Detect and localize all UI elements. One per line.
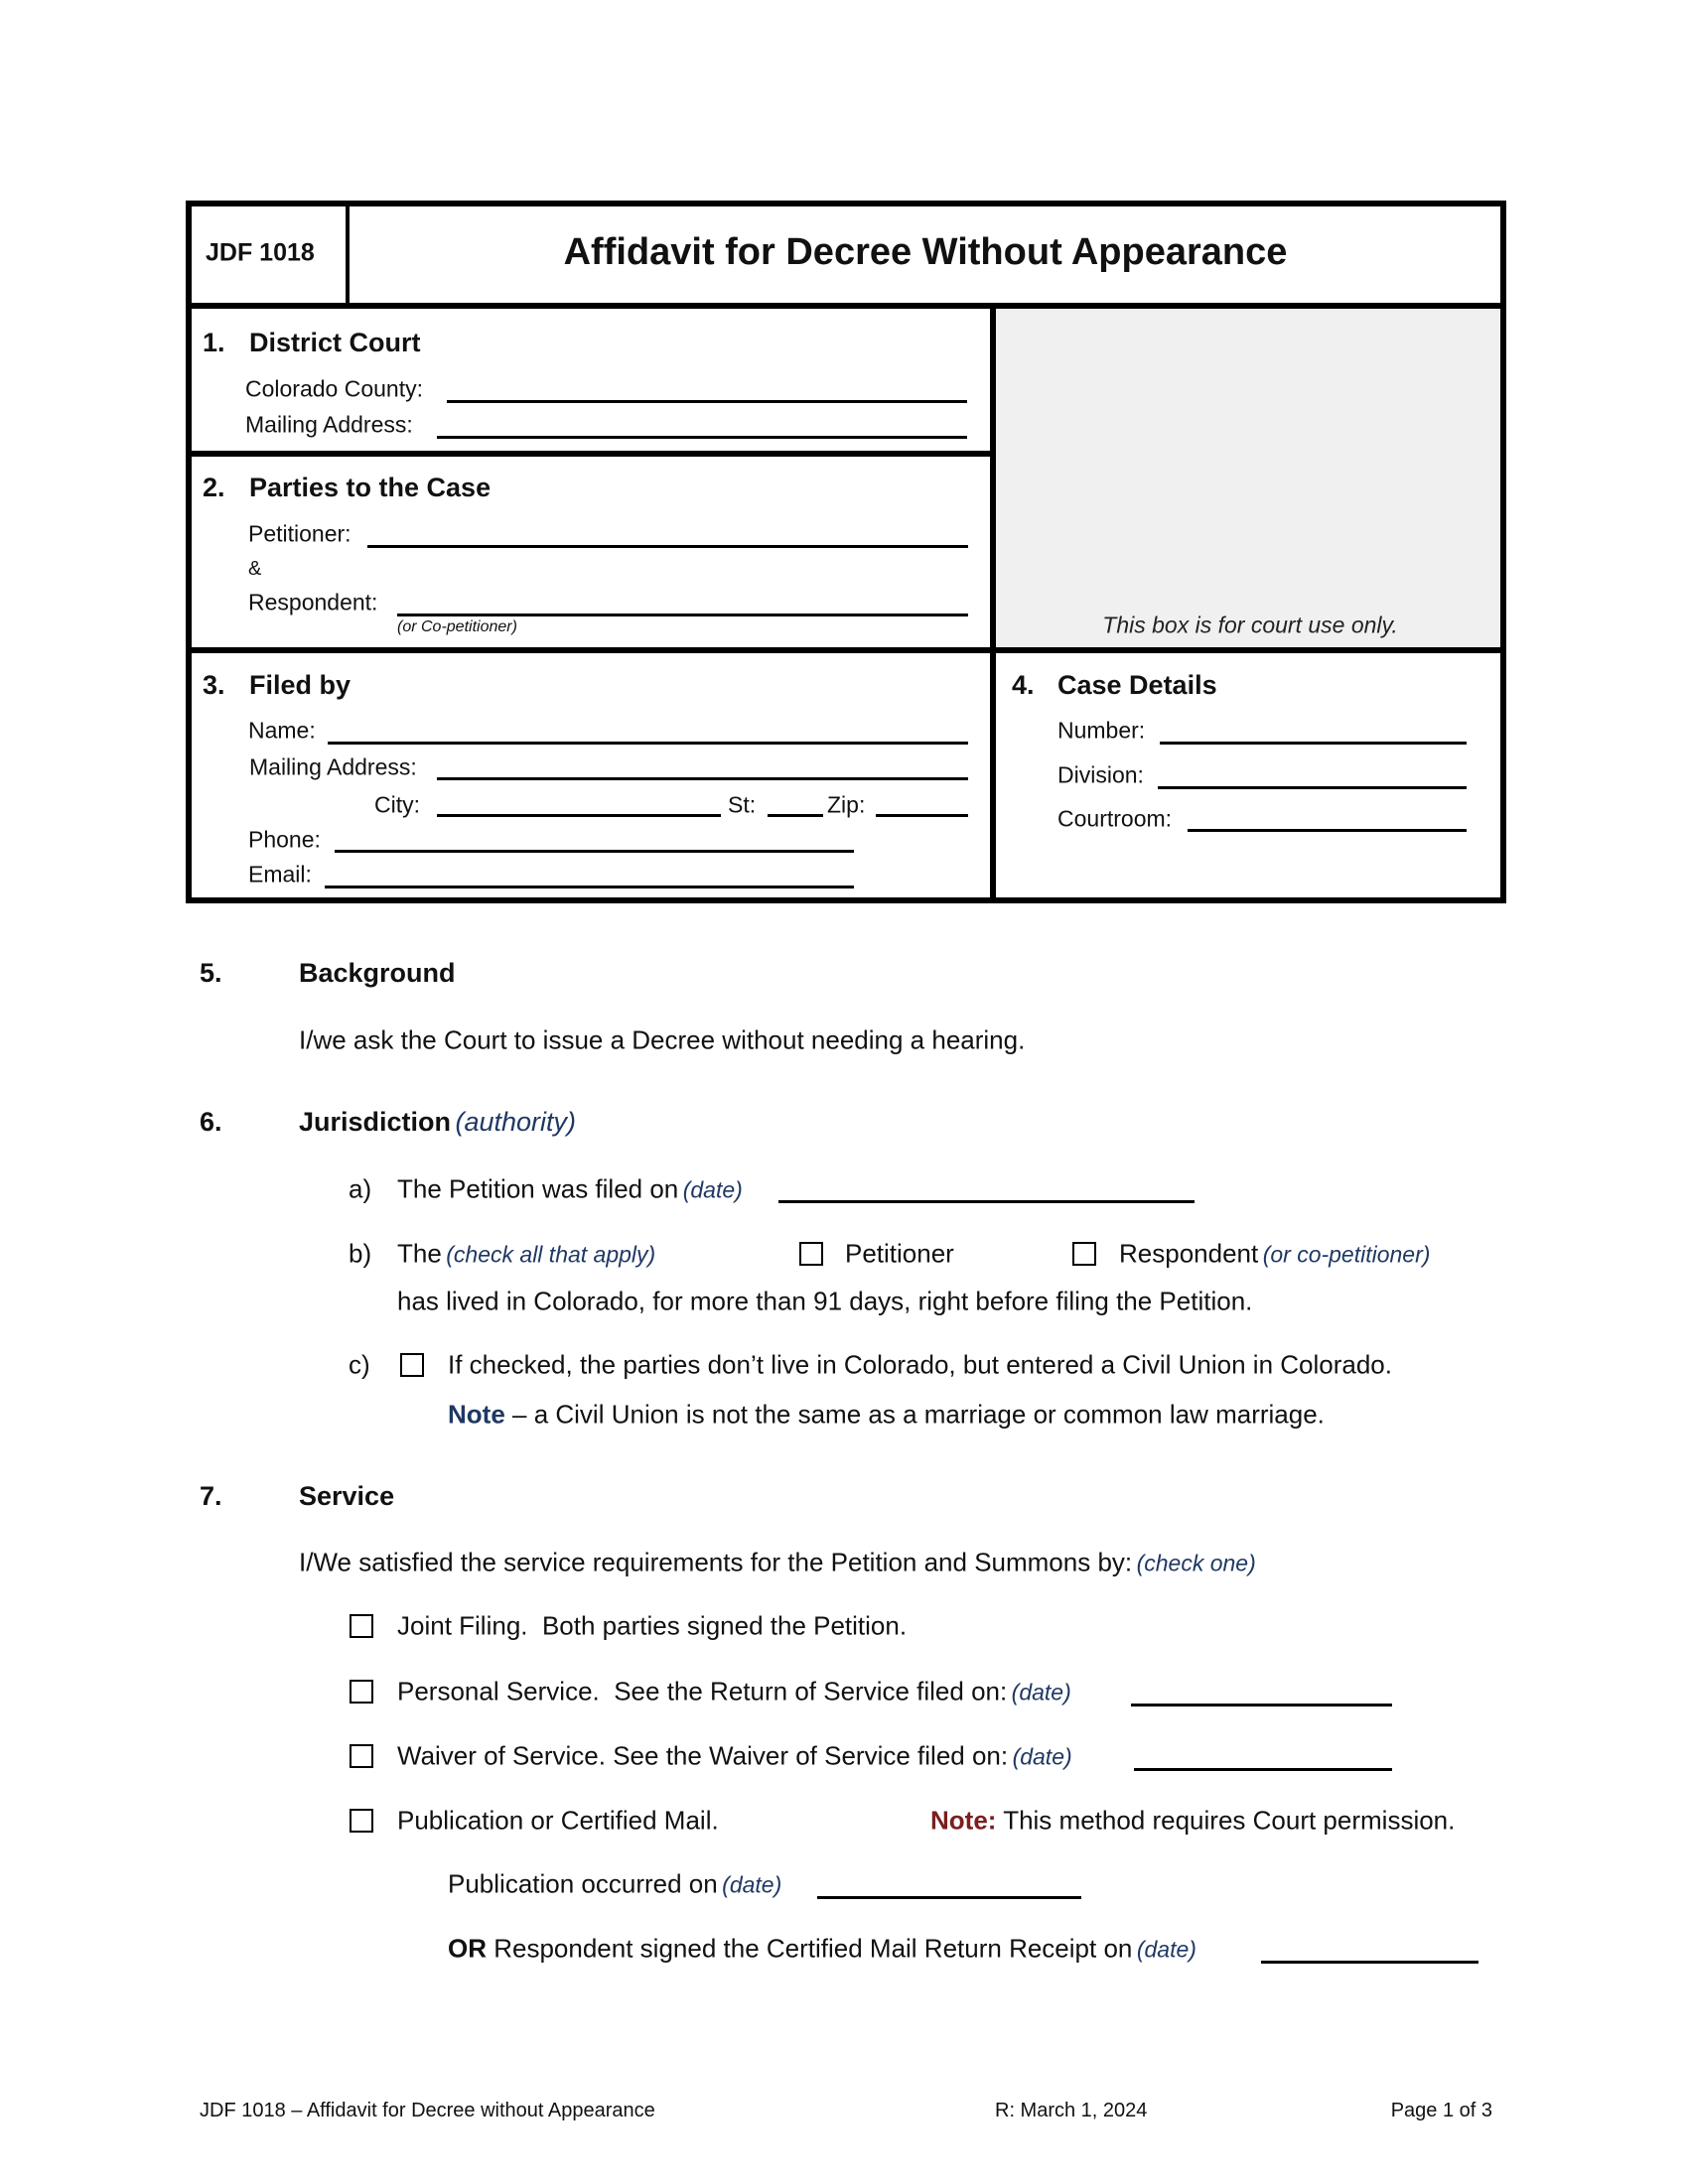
- publication-date-note: (date): [722, 1871, 782, 1898]
- state-field[interactable]: [768, 814, 823, 817]
- county-field[interactable]: [447, 400, 967, 403]
- civil-union-checkbox[interactable]: [400, 1353, 424, 1377]
- s2-title: Parties to the Case: [249, 473, 492, 503]
- division-field[interactable]: [1158, 786, 1467, 789]
- form-id-divider: [346, 201, 350, 306]
- certified-mail-label: Respondent signed the Certified Mail Return Receipt on: [487, 1933, 1133, 1964]
- s6b-text: The: [397, 1238, 442, 1269]
- s4-number: 4.: [1012, 670, 1035, 701]
- s6-heading: [299, 1108, 576, 1138]
- waiver-checkbox[interactable]: [350, 1744, 373, 1768]
- s6c-letter: c): [349, 1349, 370, 1380]
- publication-checkbox[interactable]: [350, 1809, 373, 1833]
- s1-title: District Court: [249, 328, 421, 358]
- s6-title-note: (authority): [455, 1107, 577, 1138]
- petitioner-checkbox[interactable]: [799, 1242, 823, 1266]
- waiver-row: [397, 1742, 1072, 1771]
- form-id: JDF 1018: [206, 238, 315, 267]
- s6b-continuation: has lived in Colorado, for more than 91 days, right before filing the Petition.: [397, 1286, 1253, 1316]
- petitioner-field[interactable]: [367, 545, 968, 548]
- respondent-option-label: Respondent: [1119, 1238, 1259, 1269]
- footer-form-title: JDF 1018 – Affidavit for Decree without Appearance: [200, 2100, 655, 2121]
- middle-divider: [990, 306, 996, 901]
- ampersand: &: [248, 558, 262, 580]
- s7-intro-note: (check one): [1136, 1550, 1256, 1576]
- city-label: City:: [374, 791, 420, 818]
- s6-title: Jurisdiction: [299, 1107, 452, 1138]
- publication-note-text: This method requires Court permission.: [996, 1805, 1456, 1836]
- case-number-label: Number:: [1057, 717, 1146, 744]
- court-address-field[interactable]: [437, 436, 967, 439]
- s7-intro-row: [299, 1549, 1256, 1577]
- city-field[interactable]: [437, 814, 721, 817]
- courtroom-field[interactable]: [1188, 829, 1467, 832]
- s6a-note: (date): [682, 1176, 743, 1203]
- s3-title: Filed by: [249, 670, 352, 701]
- personal-service-row: [397, 1678, 1071, 1706]
- s5-body: I/we ask the Court to issue a Decree without needing a hearing.: [299, 1024, 1026, 1055]
- petition-date-field[interactable]: [778, 1200, 1195, 1203]
- waiver-date-field[interactable]: [1134, 1768, 1392, 1771]
- s6a-text-row: [397, 1175, 743, 1204]
- zip-label: Zip:: [827, 791, 866, 818]
- or-label: OR: [448, 1933, 487, 1964]
- certified-mail-row: [448, 1935, 1196, 1964]
- name-field[interactable]: [328, 742, 968, 745]
- respondent-option-note: (or co-petitioner): [1262, 1241, 1431, 1268]
- s6-number: 6.: [200, 1107, 222, 1138]
- phone-label: Phone:: [248, 826, 321, 853]
- page-title: Affidavit for Decree Without Appearance: [563, 231, 1288, 274]
- zip-field[interactable]: [876, 814, 968, 817]
- s6c-note-label: Note: [448, 1399, 505, 1430]
- s6b-note: (check all that apply): [446, 1241, 656, 1268]
- s6a-letter: a): [349, 1173, 372, 1204]
- s3-number: 3.: [203, 670, 225, 701]
- publication-note-label: Note:: [930, 1805, 997, 1836]
- publication-date-field[interactable]: [817, 1896, 1081, 1899]
- respondent-label: Respondent:: [248, 589, 378, 615]
- s5-title: Background: [299, 958, 456, 989]
- state-label: St:: [728, 791, 757, 818]
- phone-field[interactable]: [335, 850, 854, 853]
- publication-note: [930, 1807, 1455, 1836]
- s2-number: 2.: [203, 473, 225, 503]
- email-field[interactable]: [325, 886, 854, 888]
- s6b-text-row: [397, 1240, 655, 1269]
- respondent-note: (or Co-petitioner): [397, 618, 517, 636]
- petitioner-label: Petitioner:: [248, 520, 352, 547]
- publication-date-row: [448, 1870, 781, 1899]
- footer-revision: R: March 1, 2024: [995, 2100, 1148, 2121]
- joint-filing-label: Joint Filing. Both parties signed the Petition.: [397, 1610, 908, 1641]
- personal-service-date-field[interactable]: [1131, 1704, 1392, 1706]
- personal-service-label: Personal Service. See the Return of Service filed on:: [397, 1676, 1008, 1706]
- court-address-label: Mailing Address:: [245, 411, 413, 438]
- personal-service-note: (date): [1011, 1679, 1071, 1706]
- certified-mail-date-field[interactable]: [1261, 1961, 1478, 1964]
- s6c-text: If checked, the parties don’t live in Colorado, but entered a Civil Union in Colorado.: [448, 1349, 1392, 1380]
- petitioner-option-label: Petitioner: [845, 1238, 954, 1269]
- court-use-note: This box is for court use only.: [1102, 612, 1398, 638]
- publication-date-label: Publication occurred on: [448, 1868, 718, 1899]
- s6a-text: The Petition was filed on: [397, 1173, 679, 1204]
- s6c-note-text: – a Civil Union is not the same as a marriage or common law marriage.: [504, 1399, 1325, 1430]
- s7-number: 7.: [200, 1481, 222, 1512]
- respondent-field[interactable]: [397, 614, 968, 616]
- s1-divider: [186, 451, 993, 457]
- waiver-note: (date): [1012, 1743, 1072, 1770]
- joint-filing-checkbox[interactable]: [350, 1614, 373, 1638]
- name-label: Name:: [248, 717, 316, 744]
- court-use-box: [996, 309, 1500, 649]
- s1-number: 1.: [203, 328, 225, 358]
- courtroom-label: Courtroom:: [1057, 805, 1173, 832]
- s7-title: Service: [299, 1481, 395, 1512]
- county-label: Colorado County:: [245, 375, 423, 402]
- s6c-note: [448, 1401, 1325, 1430]
- footer-page-number: Page 1 of 3: [1390, 2100, 1492, 2121]
- personal-service-checkbox[interactable]: [350, 1680, 373, 1704]
- case-number-field[interactable]: [1160, 742, 1467, 745]
- s6b-letter: b): [349, 1238, 372, 1269]
- s3-divider: [186, 647, 1506, 653]
- respondent-checkbox[interactable]: [1072, 1242, 1096, 1266]
- email-label: Email:: [248, 861, 312, 887]
- filer-address-label: Mailing Address:: [249, 753, 417, 780]
- respondent-option-row: [1119, 1240, 1430, 1269]
- s7-intro: I/We satisfied the service requirements for the Petition and Summons by:: [299, 1547, 1133, 1577]
- publication-label: Publication or Certified Mail.: [397, 1805, 719, 1836]
- filer-address-field[interactable]: [437, 777, 968, 780]
- division-label: Division:: [1057, 761, 1144, 788]
- certified-mail-note: (date): [1136, 1936, 1196, 1963]
- s4-title: Case Details: [1057, 670, 1217, 701]
- s5-number: 5.: [200, 958, 222, 989]
- waiver-label: Waiver of Service. See the Waiver of Service filed on:: [397, 1740, 1009, 1771]
